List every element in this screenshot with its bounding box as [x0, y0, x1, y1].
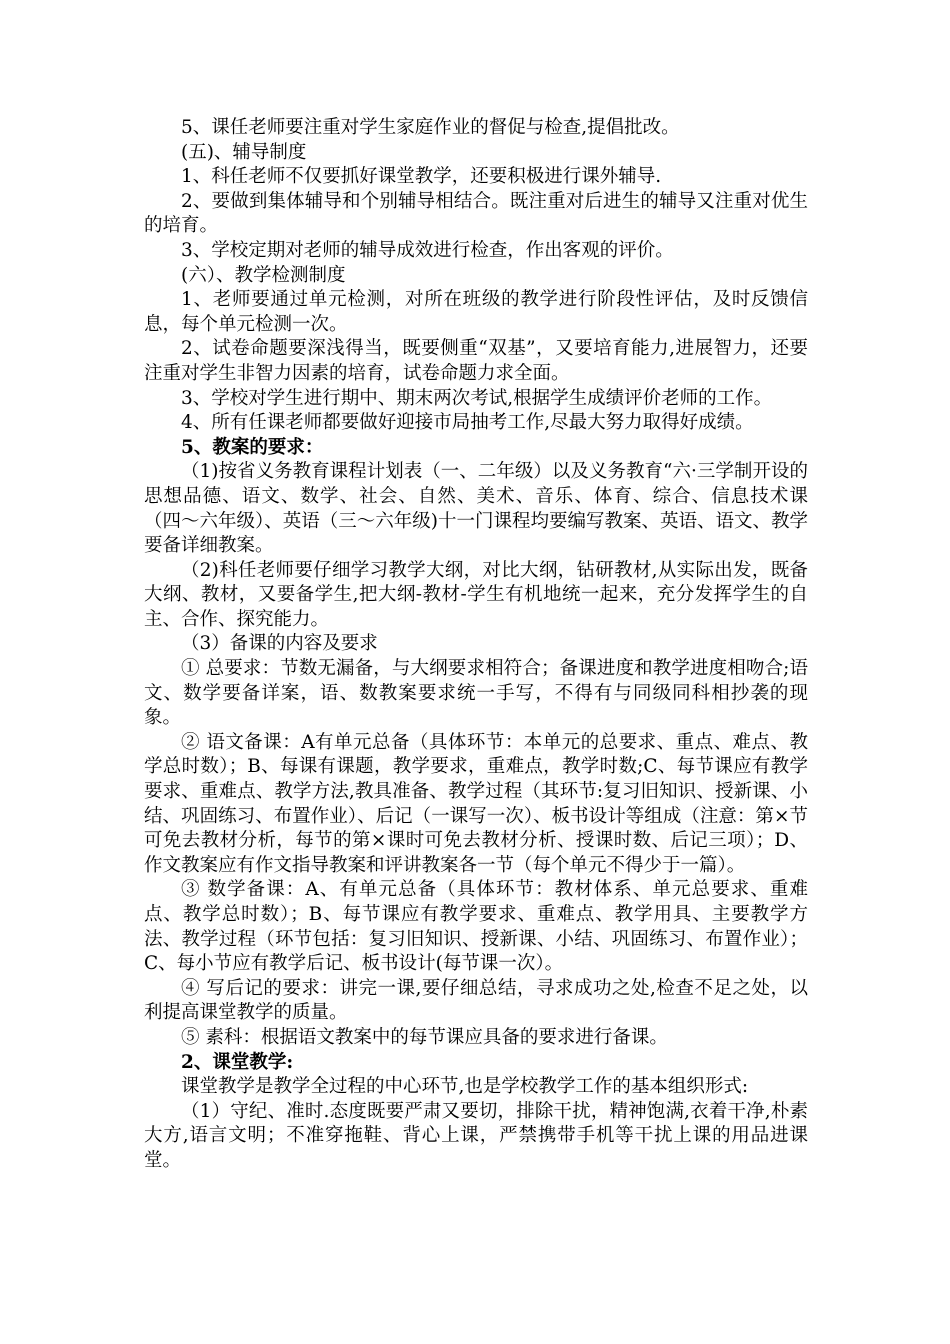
paragraph: 5、课任老师要注重对学生家庭作业的督促与检查,提倡批改。	[181, 117, 680, 138]
paragraph: （1)按省义务教育课程计划表（一、二年级）以及义务教育“六·三学制开设的思想品德、语文、数学、社会、自然、美术、音乐、体育、综合、信息技术课（四～六年级）、英语（三～六年级)十一门课程均要编写教案、英语、语文、教学要备详细教案。	[144, 461, 808, 557]
paragraph: 3、学校对学生进行期中、期末两次考试,根据学生成绩评价老师的工作。	[181, 387, 773, 409]
paragraph: 2、试卷命题要深浅得当，既要侧重“双基”，又要培育能力,进展智力，还要注重对学生非智力因素的培育，试卷命题力求全面。	[144, 338, 808, 384]
paragraph: （1）守纪、准时.态度既要严肃又要切，排除干扰，精神饱满,衣着干净,朴素大方,语言文明；不准穿拖鞋、背心上课，严禁携带手机等干扰上课的用品进课堂。	[144, 1100, 808, 1171]
paragraph: 4、所有任课老师都要做好迎接市局抽考工作,尽最大努力取得好成绩。	[181, 412, 754, 434]
paragraph: ① 总要求：节数无漏备，与大纲要求相符合；备课进度和教学进度相吻合;语文、数学要备详案，语、数教案要求统一手写，不得有与同级同科相抄袭的现象。	[144, 658, 808, 729]
paragraph: （2)科任老师要仔细学习教学大纲，对比大纲，钻研教材,从实际出发，既备大纲、教材，又要备学生,把大纲-教材-学生有机地统一起来，充分发挥学生的自主、合作、探究能力。	[144, 559, 808, 630]
section-heading: (五)、辅导制度	[181, 141, 307, 163]
paragraph: 2、要做到集体辅导和个别辅导相结合。既注重对后进生的辅导又注重对优生的培育。	[144, 190, 808, 237]
bold-heading: 5、教案的要求：	[181, 436, 324, 458]
bold-heading: 2、课堂教学:	[181, 1051, 294, 1073]
paragraph: ⑤ 素科：根据语文教案中的每节课应具备的要求进行备课。	[181, 1026, 668, 1048]
document-page	[144, 116, 808, 1174]
paragraph: ④ 写后记的要求：讲完一课,要仔细总结，寻求成功之处,检查不足之处，以利提高课堂教学的质量。	[144, 977, 808, 1024]
paragraph: ② 语文备课：A有单元总备（具体环节：本单元的总要求、重点、难点、教学总时数）；B、每课有课题，教学要求，重难点，教学时数;C、每节课应有教学要求、重难点、教学方法,教具准备、教学过程（其环节:复习旧知识、授新课、小结、巩固练习、布置作业）、后记（一课写一次）、板书设计等组成（注意：第×节可免去教材分析，每节的第×课时可免去教材分析、授课时数、后记三项）；D、作文教案应有作文指导教案和评讲教案各一节（每个单元不得少于一篇）。	[144, 731, 808, 876]
paragraph: 课堂教学是教学全过程的中心环节,也是学校教学工作的基本组织形式:	[181, 1076, 749, 1098]
section-heading: （3）备课的内容及要求	[181, 633, 378, 655]
section-heading: (六）、教学检测制度	[181, 264, 346, 286]
paragraph: 3、学校定期对老师的辅导成效进行检查，作出客观的评价。	[181, 239, 674, 261]
paragraph: ③ 数学备课：A、有单元总备（具体环节：教材体系、单元总要求、重难点、教学总时数）；B、每节课应有教学要求、重难点、教学用具、主要教学方法、教学过程（环节包括：复习旧知识、授新课、小结、巩固练习、布置作业）；C、每小节应有教学后记、板书设计(每节课一次）。	[144, 879, 808, 975]
paragraph: 1、老师要通过单元检测，对所在班级的教学进行阶段性评估，及时反馈信息，每个单元检测一次。	[144, 289, 808, 335]
paragraph: 1、科任老师不仅要抓好课堂教学，还要积极进行课外辅导.	[181, 166, 662, 188]
